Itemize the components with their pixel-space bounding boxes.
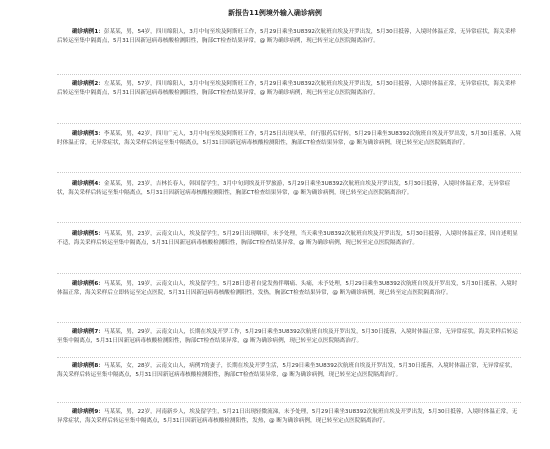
case-paragraph-8 <box>57 362 521 380</box>
case-paragraph-7 <box>57 328 521 346</box>
divider <box>57 74 521 75</box>
article-title: 新报告11例境外输入确诊病例 <box>228 9 322 17</box>
case-text: 金某某，男，23岁，吉林长春人，韩国留学生，3月中旬到埃及开罗旅游，5月29日乘坐3U8392次航班自埃及开罗出发，5月30日抵蓉，入境时体温正常，无异常症状，海关采样后转运至集中隔离点，5月31日因新冠病毒核酸检测阳性，胸部CT检查结果异常，@ 断为确诊病例，现已转至定点医院隔离治疗。 <box>57 181 511 196</box>
case-label: 确诊病例2： <box>72 81 104 87</box>
divider <box>57 222 521 223</box>
case-paragraph-9 <box>57 408 521 426</box>
divider <box>57 402 521 403</box>
case-label: 确诊病例6： <box>72 281 104 287</box>
case-text: 马某某，男，22岁，河南新乡人，埃及留学生，5月21日出现轻微流涕，未予处理，5月29日乘坐3U8392次航班自埃及开罗出发，5月30日抵蓉，入境时体温正常，无异常症状，海关采样后转运至集中隔离点，5月31日因新冠病毒核酸检测阳性，发热，@ 断为确诊病例，现已转至定点医院隔离治疗。 <box>57 409 518 424</box>
case-label: 确诊病例3： <box>72 131 104 137</box>
case-text: 马某某，男，29岁，云南文山人，长期在埃及开罗工作，5月29日乘坐3U8392次航班自埃及开罗出发，5月30日抵蓉，入境时体温正常，无异常症状，海关采样后转运至集中隔离点，5月31日因新冠病毒核酸检测阳性，胸部CT检查结果异常，@ 断为确诊病例，现已转至定点医院隔离治疗。 <box>57 329 518 344</box>
case-paragraph-5 <box>57 230 521 248</box>
case-label: 确诊病例5： <box>72 231 104 237</box>
case-paragraph-2 <box>57 80 521 98</box>
divider <box>57 273 521 274</box>
case-text: 马某某，男，23岁，云南文山人，埃及留学生，5月29日出现咽痒，未予处理，当天乘坐3U8392次航班自埃及开罗出发，5月30日抵蓉，入境时体温正常，因自述明显不适，海关采样后转运至集中隔离点，5月31日因新冠病毒核酸检测阳性，胸部CT检查结果异常，@ 断为确诊病例，现已转至定点医院隔离治疗。 <box>57 231 518 246</box>
case-paragraph-6 <box>57 280 521 298</box>
case-label: 确诊病例9： <box>72 409 104 415</box>
case-text: 李某某，男，42岁，四川广元人，3月中旬至埃及阿斯旺工作，5月25日出现头晕，自行服药后好转，5月29日乘坐3U8392次航班自埃及开罗出发，5月30日抵蓉，入境时体温正常，无异常症状，海关采样后转运至集中隔离点，5月31日因新冠病毒核酸检测阳性，胸部CT检查结果异常，@ 断为确诊病例，现已转至定点医院隔离治疗。 <box>57 131 521 146</box>
divider <box>57 123 521 124</box>
case-label: 确诊病例8： <box>72 363 104 369</box>
case-text: 彭某某，男，54岁，四川绵阳人，3月中旬至埃及阿斯旺工作，5月29日乘坐3U8392次航班自埃及开罗出发，5月30日抵蓉，入境时体温正常，无异常症状，海关采样后转运至集中隔离点，5月31日因新冠病毒核酸检测阳性，胸部CT检查结果异常，@ 断为确诊病例，现已转至定点医院隔离治疗。 <box>57 29 516 44</box>
case-label: 确诊病例4： <box>72 181 104 187</box>
divider <box>57 172 521 173</box>
case-label: 确诊病例7： <box>72 329 104 335</box>
case-paragraph-3 <box>57 130 521 148</box>
divider <box>57 357 521 358</box>
divider <box>57 322 521 323</box>
case-paragraph-1 <box>57 28 521 46</box>
case-text: 左某某，男，57岁，四川绵阳人，3月中旬至埃及阿斯旺工作，5月29日乘坐3U8392次航班自埃及开罗出发，5月30日抵蓉，入境时体温正常，无异常症状，海关采样后转运至集中隔离点，5月31日因新冠病毒核酸检测阳性，胸部CT检查结果异常，@ 断为确诊病例，现已转至定点医院隔离治疗。 <box>57 81 516 96</box>
case-label: 确诊病例1： <box>72 29 104 35</box>
case-text: 马某某，女，28岁，云南文山人，病例7的妻子，长期在埃及开罗生活，5月29日乘坐3U8392次航班自埃及开罗出发，5月30日抵蓉，入境时体温正常，无异常症状，海关采样后转运至集中隔离点，5月31日因新冠病毒核酸检测阳性，胸部CT检查结果异常，@ 断为确诊病例，现已转至定点医院隔离治疗。 <box>57 363 516 378</box>
case-paragraph-4 <box>57 180 521 198</box>
case-text: 马某某，男，19岁，云南文山人，埃及留学生，5月28日患者自觉发热伴咽痛、头痛，未予处理，5月29日乘坐3U8392次航班自埃及开罗出发，5月30日抵蓉，入境时体温正常，海关采样后立即转运至定点医院，5月31日因新冠病毒核酸检测阳性，发热，胸部CT检查结果异常，@ 断为确诊病例，现已转至定点医院隔离治疗。 <box>57 281 518 296</box>
